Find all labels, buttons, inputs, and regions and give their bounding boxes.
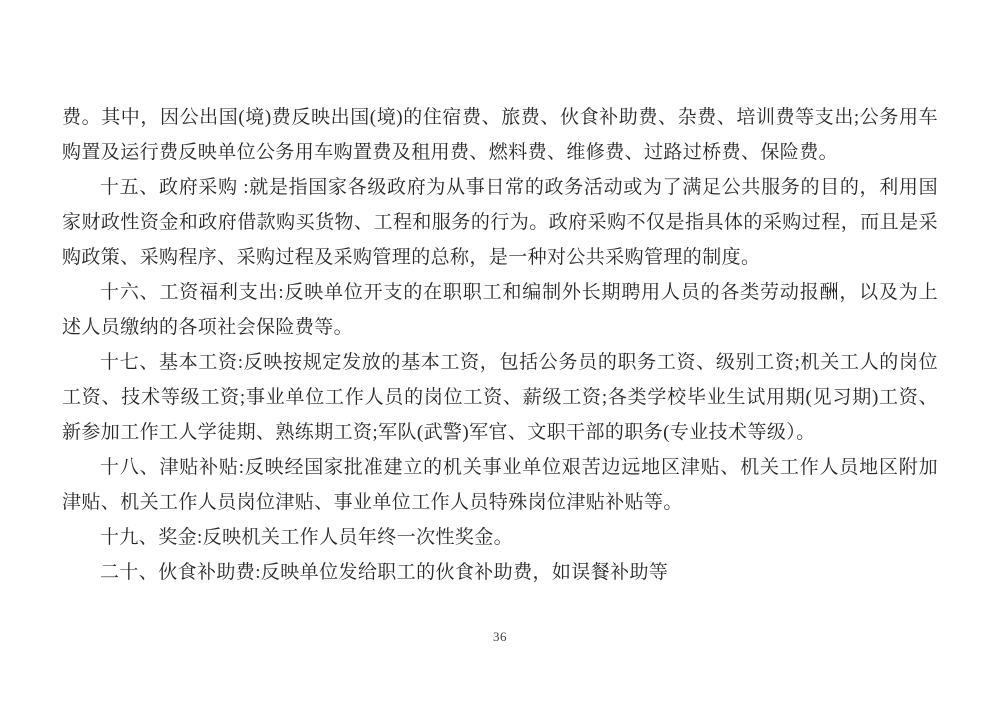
paragraph-item-15-government-procurement: 十五、政府采购 :就是指国家各级政府为从事日常的政务活动或为了满足公共服务的目的，利用国家财政性资金和政府借款购买货物、工程和服务的行为。政府采购不仅是指具体的采购过程，而且是采购政策、采购程序、采购过程及采购管理的总称，是一种对公共采购管理的制度。 [62, 177, 938, 268]
paragraph-item-17-basic-wage: 十七、基本工资:反映按规定发放的基本工资，包括公务员的职务工资、级别工资;机关工人的岗位工资、技术等级工资;事业单位工作人员的岗位工资、薪级工资;各类学校毕业生试用期(见习期)工资、新参加工作工人学徒期、熟练期工资;军队(武警)军官、文职干部的职务(专业技术等级）。 [62, 352, 938, 443]
page-number: 36 [493, 629, 507, 644]
paragraph-item-20-meal-subsidy: 二十、伙食补助费:反映单位发给职工的伙食补助费，如误餐补助等 [100, 562, 669, 583]
paragraph-item-18-allowance-subsidy: 十八、津贴补贴:反映经国家批准建立的机关事业单位艰苦边远地区津贴、机关工作人员地区附加津贴、机关工作人员岗位津贴、事业单位工作人员特殊岗位津贴补贴等。 [62, 457, 938, 513]
paragraph-item-16-wage-welfare-expense: 十六、工资福利支出:反映单位开支的在职职工和编制外长期聘用人员的各类劳动报酬，以及为上述人员缴纳的各项社会保险费等。 [62, 282, 938, 338]
document-body [62, 100, 938, 590]
paragraph-item-19-bonus: 十九、奖金:反映机关工作人员年终一次性奖金。 [100, 527, 514, 548]
paragraph-continuation: 费。其中，因公出国(境)费反映出国(境)的住宿费、旅费、伙食补助费、杂费、培训费等支出;公务用车购置及运行费反映单位公务用车购置费及租用费、燃料费、维修费、过路过桥费、保险费。 [62, 107, 938, 163]
